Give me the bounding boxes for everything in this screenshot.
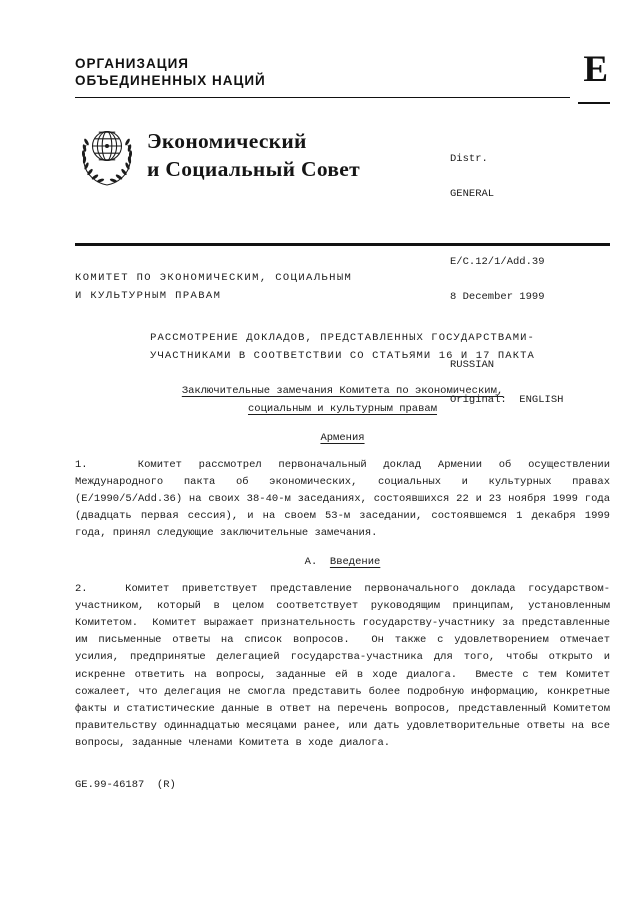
- org-name-line-1: ОРГАНИЗАЦИЯ: [75, 56, 189, 71]
- document-series-letter: E: [583, 49, 608, 90]
- section-letter: A.: [304, 555, 318, 568]
- section-title: Введение: [329, 555, 381, 568]
- council-title-line-2: и Социальный Совет: [147, 157, 360, 181]
- document-header: [75, 49, 610, 107]
- paragraph-1: 1. Комитет рассмотрел первоначальный доклад Армении об осуществлении Международного пакта об экономических, социальных и культурных правах (E/1990/5/Add.36) на своих 38-40-м заседаниях, состоявшихся 22 и 23 ноября 1999 года (двадцать первая сессия), и на своем 53-м заседании, состоявшемся 1 декабря 1999 года, принял следующие заключительные замечания.: [75, 458, 610, 540]
- document-language: RUSSIAN: [450, 359, 495, 371]
- footer-reference: GE.99-46187 (R): [75, 778, 176, 791]
- series-letter-rule: [578, 102, 610, 104]
- report-title-line-1: РАССМОТРЕНИЕ ДОКЛАДОВ, ПРЕДСТАВЛЕННЫХ ГОСУДАРСТВАМИ-: [150, 331, 535, 344]
- document-date: 8 December 1999: [450, 290, 545, 303]
- section-a-heading: [75, 556, 610, 568]
- report-title-line-2: УЧАСТНИКАМИ В СООТВЕТСТВИИ СО СТАТЬЯМИ 16 И 17 ПАКТА: [150, 349, 535, 362]
- organization-name: [75, 55, 610, 89]
- subtitle-line-2: социальным и культурным правам: [247, 402, 438, 415]
- header-rule: [75, 97, 570, 98]
- subtitle-line-1: Заключительные замечания Комитета по экономическим,: [181, 384, 504, 397]
- org-name-line-2: ОБЪЕДИНЕННЫХ НАЦИЙ: [75, 73, 266, 88]
- document-symbol: E/C.12/1/Add.39: [450, 256, 545, 268]
- un-emblem-icon: [77, 121, 137, 189]
- distr-type: GENERAL: [450, 187, 495, 200]
- committee-heading-line-2: И КУЛЬТУРНЫМ ПРАВАМ: [75, 289, 222, 302]
- council-title: [147, 127, 360, 183]
- council-title-line-1: Экономический: [147, 129, 307, 153]
- meta-spacer: [450, 326, 563, 337]
- country-heading: Армения: [320, 431, 365, 444]
- meta-spacer: [450, 223, 563, 234]
- original-language: Original: ENGLISH: [450, 393, 564, 406]
- committee-heading-line-1: КОМИТЕТ ПО ЭКОНОМИЧЕСКИМ, СОЦИАЛЬНЫМ: [75, 271, 353, 284]
- paragraph-2: 2. Комитет приветствует представление первоначального доклада государством-участником, который в целом соответствует руководящим принципам, установленным Комитетом. Комитет выражает признательность государству-участнику за представленные им письменные ответы на список вопросов. Он также с удовлетворением отмечает усилия, предпринятые делегацией государства-участника для того, чтобы открыто и искренне ответить на вопросы, заданные ей в ходе диалога. Вместе с тем Комитет сожалеет, что делегация не смогла представить более подробную информацию, конкретные факты и статистические данные в ответ на перечень вопросов, представленный Комитетом правительству одиннадцатью месяцами ранее, или дать удовлетворительные ответы на все вопросы, заданные членами Комитета в ходе диалога.: [75, 582, 610, 750]
- distribution-block: [450, 131, 563, 429]
- distr-label: Distr.: [450, 153, 488, 165]
